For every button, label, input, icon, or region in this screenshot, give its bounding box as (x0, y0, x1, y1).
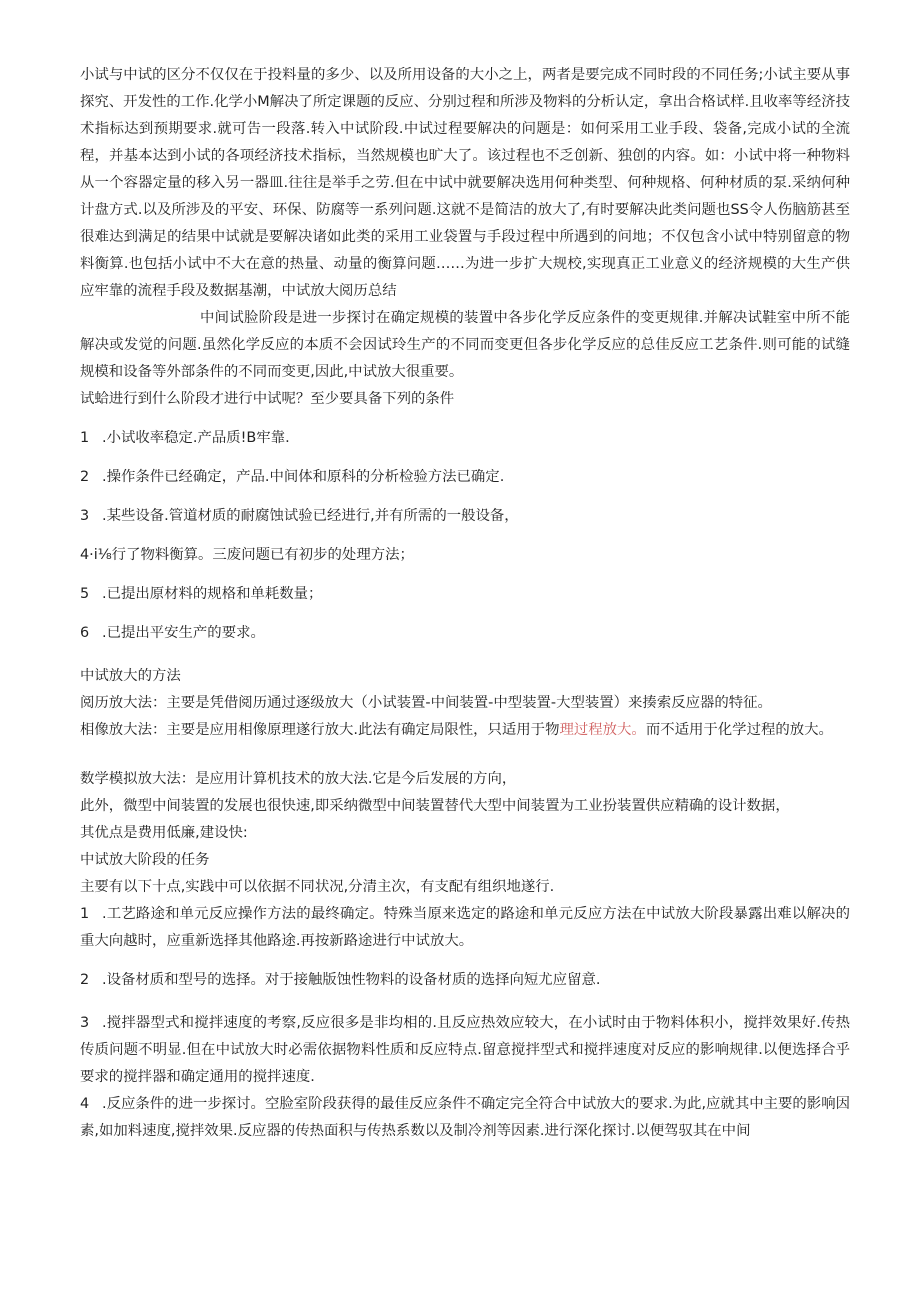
question-line: 试蛤进行到什么阶段才进行中试呢？至少要具备下列的条件 (80, 391, 455, 407)
item-number: 4 (80, 1096, 90, 1112)
document-page (80, 62, 850, 1145)
condition-item (80, 581, 850, 608)
item-number: 3 (80, 508, 90, 524)
task-item (80, 1091, 850, 1145)
paragraph-intro: 小试与中试的区分不仅仅在于投料量的多少、以及所用设备的大小之上，两者是要完成不同时段的不同任务;小试主要从事探究、开发性的工作.化学小M解决了所定课题的反应、分别过程和所涉及物料的分析认定，拿出合格试样.且收率等经济技术指标达到预期要求.就可告一段落.转入中试阶段.中试过程要解决的问题是：如何采用工业手段、袋备,完成小试的全流程，并基本达到小试的各项经济技术指标，当然规模也旷大了。该过程也不乏创新、独创的内容。如：小试中将一种物料从一个容器定量的移入另一器皿.往往是举手之劳.但在中试中就要解决选用何种类型、何种规格、何种材质的泵.采纳何种计盘方式.以及所涉及的平安、环保、防腐等一系列问题.这就不是简洁的放大了,有时要解决此类问题也SS令人伤脑筋甚至很难达到满足的结果中试就是要解决诸如此类的采用工业袋置与手段过程中所遇到的问地；不仅包含小试中特别留意的物料衡算.也包括小试中不大在意的热量、动量的衡算问题……为进一步扩大规校,实现真正工业意义的经济规模的大生产供应牢靠的流程手段及数据基潮，中试放大阅历总结 (80, 67, 850, 299)
section-title-methods: 中试放大的方法 (80, 668, 181, 684)
item-text: .反应条件的进一步探讨。空脸室阶段获得的最佳反应条件不确定完全符合中试放大的要求.为此,应就其中主要的影响因素,如加料速度,搅拌效果.反应器的传热面积与传热系数以及制冷剂等因素.进行深化探讨.以便驾驭其在中间 (80, 1096, 850, 1139)
task-item (80, 1010, 850, 1091)
item-text: .工艺路途和单元反应操作方法的最终确定。特殊当原来选定的路途和单元反应方法在中试放大阶段暴露出难以解决的重大向越时，应重新选择其他路途.再按新路途进行中试放大。 (80, 906, 850, 949)
item-number: 6 (80, 625, 90, 641)
item-text: .设备材质和型号的选择。对于接触版蚀性物料的设备材质的选择向短尤应留意. (102, 972, 601, 988)
item-text: .某些设备.管道材质的耐腐蚀试验已经进行,并有所需的一般设备， (102, 508, 519, 524)
condition-item (80, 542, 850, 569)
item-number: 3 (80, 1015, 90, 1031)
item-text: .已提出平安生产的要求。 (102, 625, 265, 641)
section-title-tasks: 中试放大阶段的任务 (80, 852, 210, 868)
condition-item (80, 464, 850, 491)
micro-device-advantage: 其优点是费用低廉,建设快: (80, 825, 248, 841)
tasks-intro: 主要有以下十点,实践中可以依据不同状况,分清主次，有支配有组织地遂行. (80, 879, 555, 895)
condition-item (80, 620, 850, 647)
item-text: .操作条件已经确定，产品.中间体和原科的分析检验方法已确定. (102, 469, 505, 485)
item-number: 1 (80, 430, 90, 446)
item-number: 2 (80, 469, 90, 485)
item-number: 1 (80, 906, 90, 922)
method-math: 数学模拟放大法：是应用计算机技术的放大法.它是今后发展的方向， (80, 771, 517, 787)
micro-device-text: 此外，微型中间装置的发展也很快速,即采纳微型中间装置替代大型中间装置为工业扮装置供应精确的设计数据， (80, 798, 790, 814)
condition-item (80, 503, 850, 530)
method-similar (80, 717, 850, 744)
item-text: .小试收率稳定.产品质!B牢靠. (102, 430, 290, 446)
method-similar-text-end: 而不适用于化学过程的放大。 (645, 722, 833, 738)
item-text: 4·i⅛行了物料衡算。三废问题已有初步的处理方法； (80, 547, 414, 563)
paragraph-pilot-stage: 中间试脸阶段是进一步探讨在确定规模的装置中各步化学反应条件的变更规律.并解决试鞋室中所不能解决或发觉的问题.虽然化学反应的本质不会因试玲生产的不同而变更但各步化学反应的总佳反应工艺条件.则可能的试缝规模和设备等外部条件的不同而变更,因此,中试放大很重要。 (80, 310, 850, 380)
item-text: .搅拌器型式和搅拌速度的考察,反应很多是非均相的.且反应热效应较大，在小试时由于物料体积小，搅拌效果好.传热传质问题不明显.但在中试放大时必需依据物料性质和反应特点.留意搅拌型式和搅拌速度对反应的影响规律.以便选择合乎要求的搅拌器和确定通用的搅拌速度. (80, 1015, 850, 1085)
highlighted-text: 理过程放大。 (559, 722, 646, 738)
task-item (80, 901, 850, 955)
item-text: .已提出原材料的规格和单耗数量； (102, 586, 323, 602)
method-experience: 阅历放大法：主要是凭借阅历通过逐级放大（小试装置-中间装置-中型装置-大型装置）来揍索反应器的特征。 (80, 695, 772, 711)
condition-item (80, 425, 850, 452)
method-similar-text: 相像放大法：主要是应用相像原理遂行放大.此法有确定局限性，只适用于物 (80, 722, 560, 738)
item-number: 5 (80, 586, 90, 602)
task-item (80, 967, 850, 994)
item-number: 2 (80, 972, 90, 988)
